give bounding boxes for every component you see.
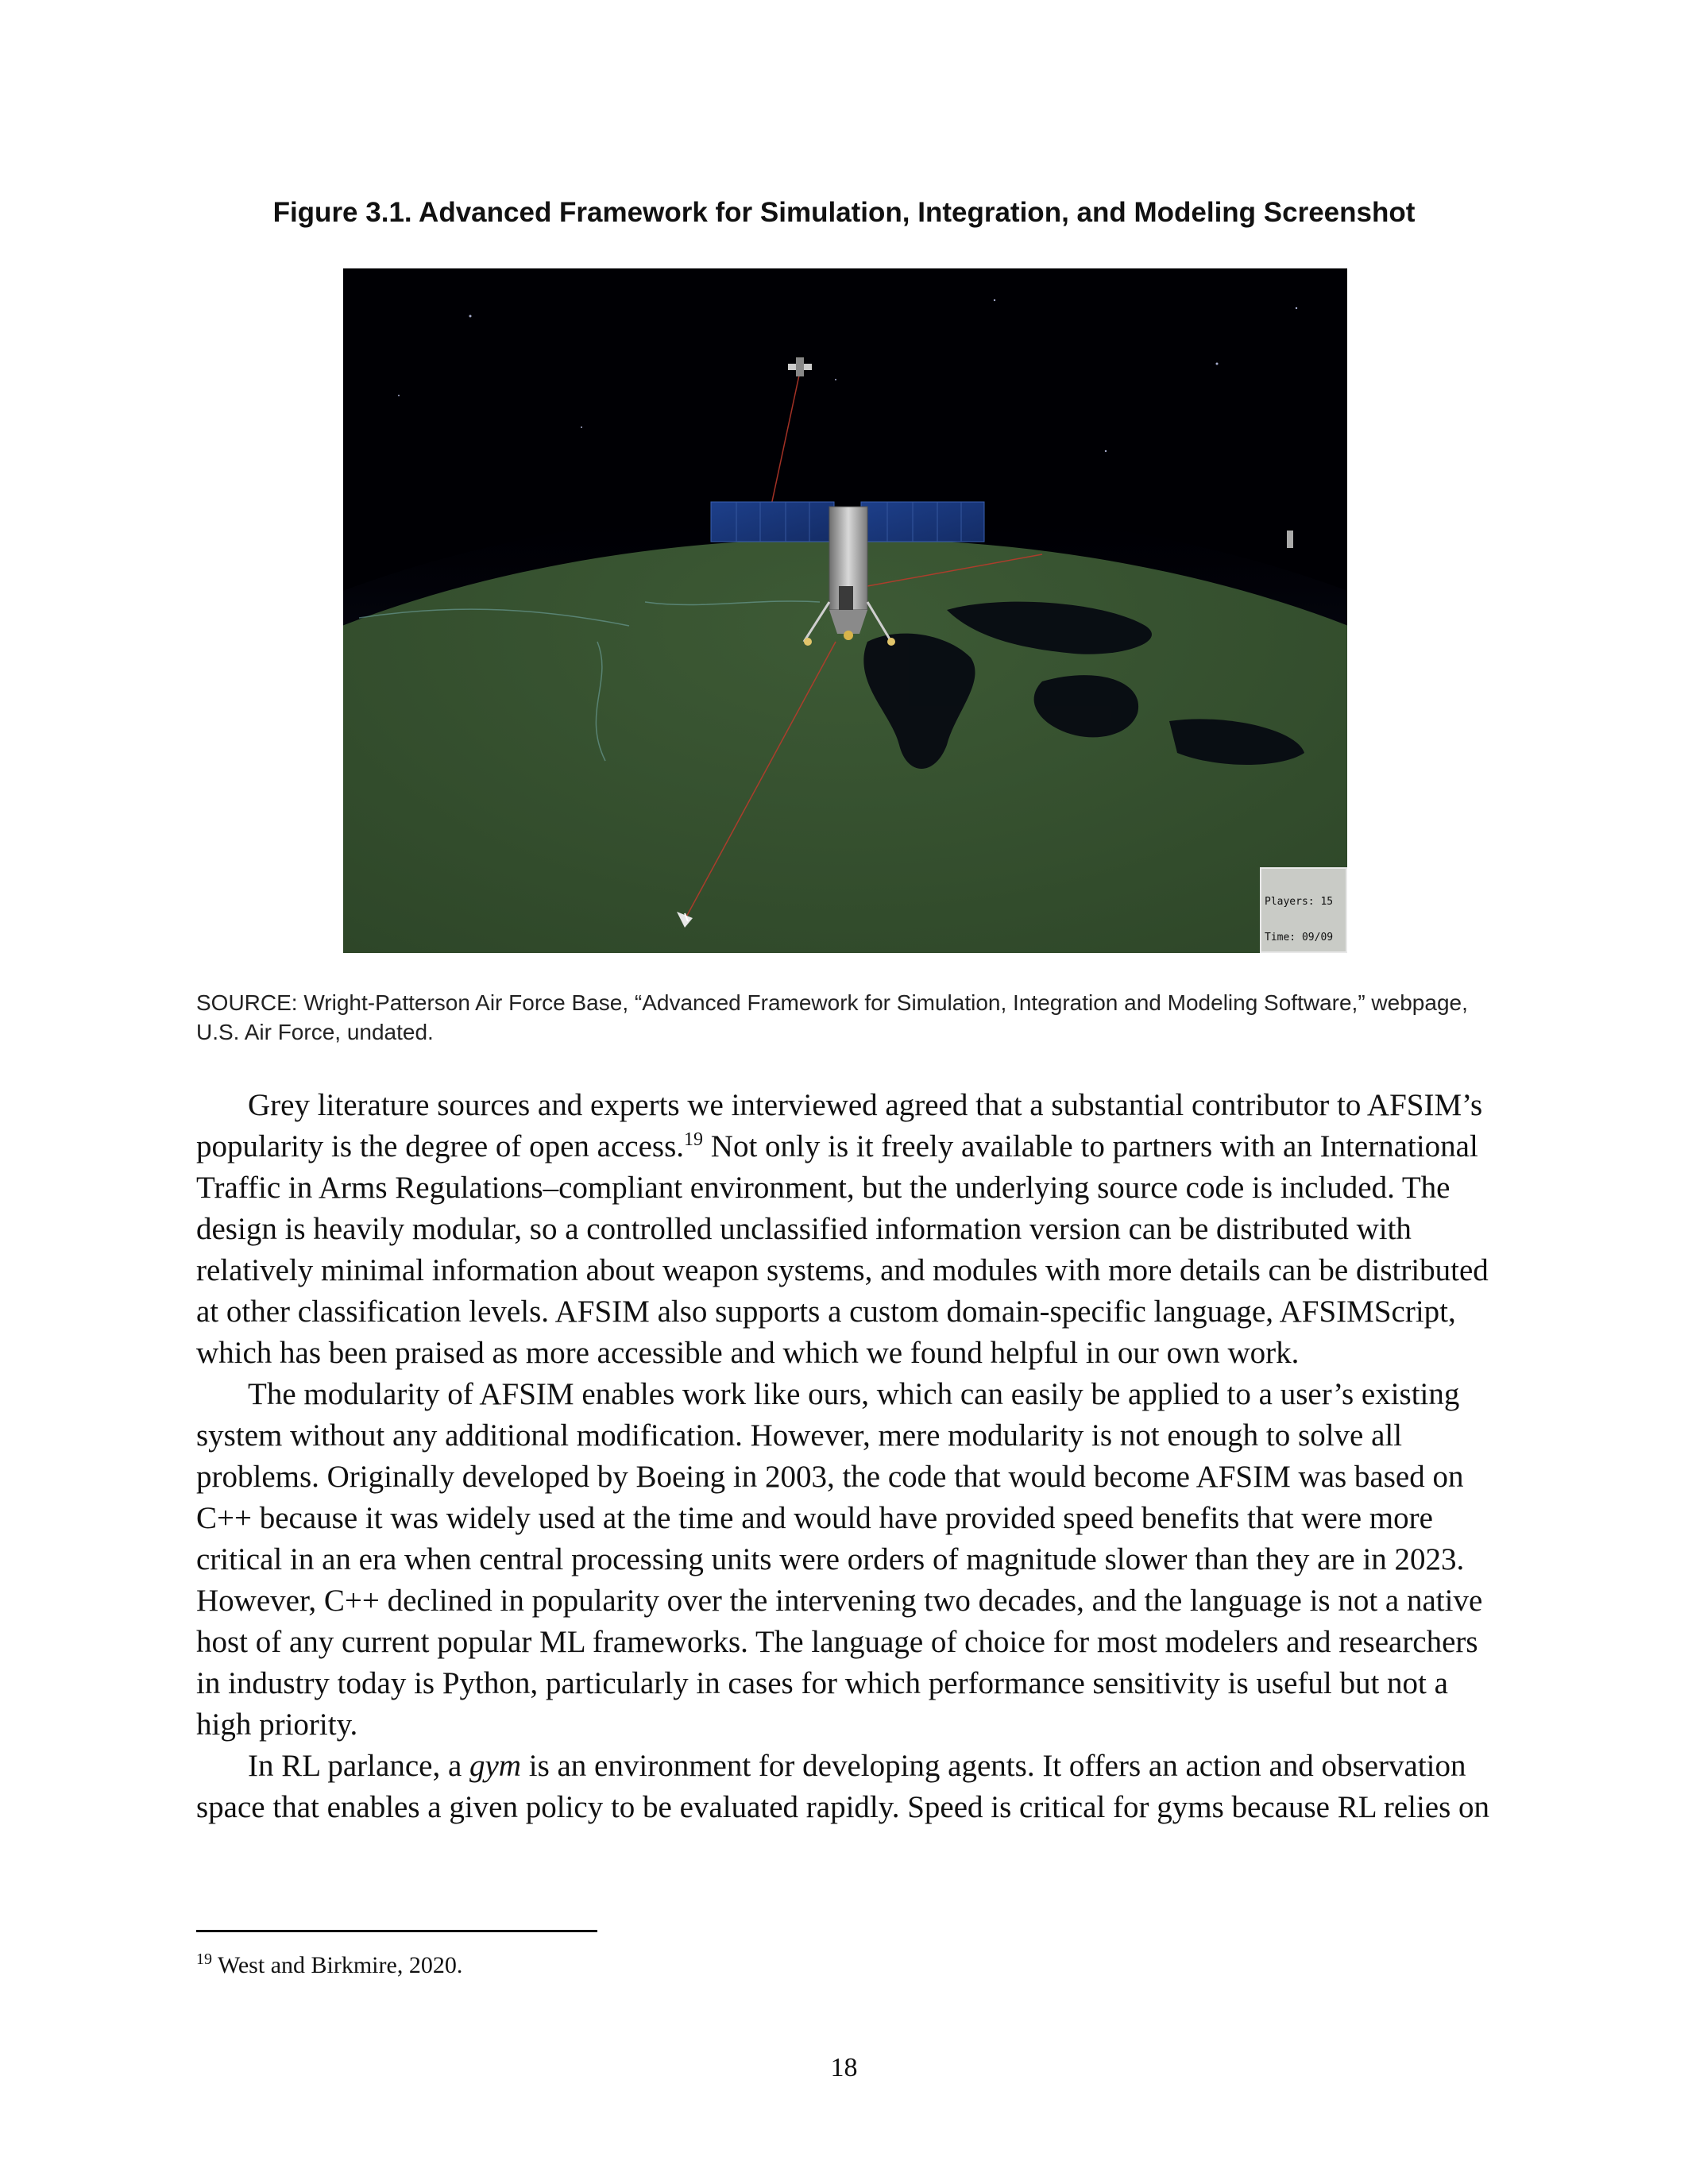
footnote-reference[interactable]: 19 <box>684 1129 704 1150</box>
gym-term: gym <box>469 1749 521 1783</box>
paragraph-2: The modularity of AFSIM enables work like ours, which can easily be applied to a user’s existing system without any additional modification. However, mere modularity is not enough to solve all problems. Originally developed by Boeing in 2003, the code that would become AFSIM was based on C++ because it was widely used at the time and would have provided speed benefits that were more critical in an era when central processing units were orders of magnitude slower than they are in 2023. However, C++ declined in popularity over the intervening two decades, and the language is not a native host of any current popular ML frameworks. The language of choice for most modelers and researchers in industry today is Python, particularly in cases for which performance sensitivity is useful but not a high priority. <box>196 1377 1483 1742</box>
paragraph-1-text-b: Not only is it freely available to partners with an International Traffic in Arms Regulations–compliant environment, but the underlying source code is included. The design is heavily modular, so a controlled unclassified information version can be distributed with relatively minimal information about weapon systems, and modules with more details can be distributed at other classification levels. AFSIM also supports a custom domain-specific language, AFSIMScript, which has been praised as more accessible and which we found helpful in our own work. <box>196 1129 1489 1370</box>
footnote <box>196 1950 1149 1981</box>
paragraph-3 <box>196 1746 1497 1828</box>
figure-source-note: SOURCE: Wright-Patterson Air Force Base, “Advanced Framework for Simulation, Integration and Modeling Software,” webpage, U.S. Air Force, undated. <box>196 990 1468 1044</box>
footnote-number: 19 <box>196 1951 212 1968</box>
body-text <box>196 1085 1497 1828</box>
footnote-divider <box>196 1930 597 1932</box>
footnote-text: West and Birkmire, 2020. <box>212 1952 463 1978</box>
simulation-status-panel <box>1260 867 1347 953</box>
paragraph-1 <box>196 1085 1497 1374</box>
paragraph-3-text-b: is an environment for developing agents. It offers an action and observation space that enables a given policy to be evaluated rapidly. Speed is critical for gyms because RL relies on <box>196 1749 1490 1824</box>
figure-caption: Figure 3.1. Advanced Framework for Simulation, Integration, and Modeling Screenshot <box>272 197 1416 228</box>
hud-line: Time: 09/09 <box>1265 932 1334 943</box>
satellite-earth-illustration <box>343 268 1347 953</box>
paragraph-1-text-a: Grey literature sources and experts we interviewed agreed that a substantial contributor to AFSIM’s popularity is the degree of open access. <box>196 1088 1483 1163</box>
paragraph-3-text-a: In RL parlance, a <box>248 1749 469 1783</box>
hud-line: Players: 15 <box>1265 896 1334 908</box>
page-number: 18 <box>830 2053 858 2082</box>
afsim-screenshot <box>343 268 1347 953</box>
